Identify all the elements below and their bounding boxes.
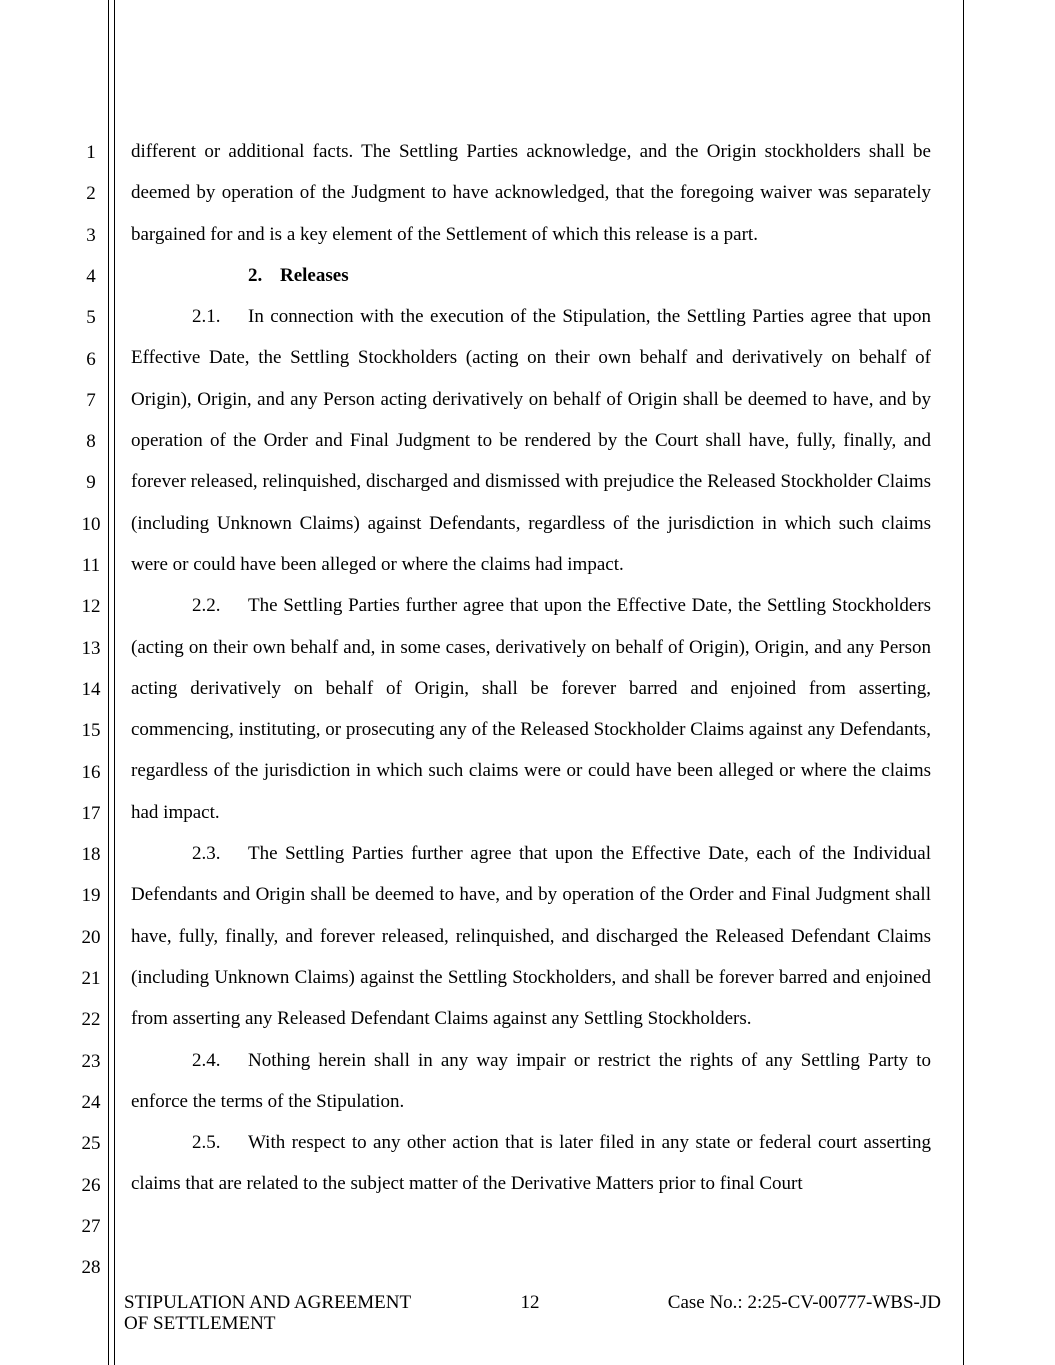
line-number: 11 (81, 555, 101, 576)
footer-document-title (124, 1292, 444, 1334)
line-number: 12 (81, 596, 101, 618)
line-number: 14 (81, 678, 101, 700)
paragraph-number: 2.5. (192, 1132, 221, 1154)
continued-paragraph: different or additional facts. The Settling Parties acknowledge, and the Origin stockholders shall be deemed by operation of the Judgment to have acknowledged, that the foregoing waiver was separately bargained for and is a key element of the Settlement of which this release is a part. (131, 141, 931, 245)
paragraph-text: With respect to any other action that is later filed in any state or federal court asserting claims that are related to the subject matter of the Derivative Matters prior to final Court (131, 1132, 931, 1195)
footer-title-line-1: STIPULATION AND AGREEMENT (124, 1292, 412, 1313)
paragraph-number: 2.3. (192, 843, 221, 865)
document-body (131, 131, 931, 1205)
line-number: 28 (81, 1257, 101, 1279)
line-number: 22 (81, 1009, 101, 1031)
footer-case-number: Case No.: 2:25-CV-00777-WBS-JD (667, 1292, 941, 1313)
right-margin-rule (963, 0, 964, 1365)
paragraph-2-4 (131, 1040, 931, 1123)
paragraph-text: Nothing herein shall in any way impair or restrict the rights of any Settling Party to enforce the terms of the Stipulation. (131, 1049, 931, 1112)
line-number: 4 (86, 265, 96, 287)
paragraph-text: The Settling Parties further agree that upon the Effective Date, each of the Individual Defendants and Origin shall be deemed to have, and by operation of the Order and Final Judgment shall have, fully, finally, and forever released, relinquished, and discharged the Released Defendant Claims (including Unknown Claims) against the Settling Stockholders, and shall be forever barred and enjoined from asserting any Released Defendant Claims against any Settling Stockholders. (131, 843, 931, 1030)
line-number: 1 (86, 142, 96, 163)
line-number: 2 (86, 183, 96, 205)
line-number-column (70, 0, 112, 1300)
paragraph-2-5 (131, 1122, 931, 1205)
left-margin-rule-inner (114, 0, 115, 1365)
line-number: 23 (81, 1050, 101, 1072)
line-number: 13 (81, 637, 101, 659)
line-number: 27 (81, 1215, 101, 1237)
paragraph-text: In connection with the execution of the Stipulation, the Settling Parties agree that upon Effective Date, the Settling Stockholders (acting on their own behalf and derivatively on behalf of Origin), Origin, and any Person acting derivatively on behalf of Origin shall be deemed to have, and by operation of the Order and Final Judgment to be rendered by the Court shall have, fully, finally, and forever released, relinquished, discharged and dismissed with prejudice the Released Stockholder Claims (including Unknown Claims) against Defendants, regardless of the jurisdiction in which such claims were or could have been alleged or where the claims had impact. (131, 306, 931, 575)
line-number: 6 (86, 348, 96, 370)
section-number: 2. (248, 264, 263, 286)
line-number: 3 (86, 224, 96, 246)
line-number: 24 (81, 1091, 101, 1113)
section-title: Releases (280, 264, 349, 286)
paragraph-2-3 (131, 833, 931, 1039)
line-number: 21 (81, 968, 101, 989)
paragraph-number: 2.4. (192, 1049, 221, 1071)
footer-page-number: 12 (520, 1292, 540, 1313)
paragraph-2-2 (131, 585, 931, 833)
line-number: 15 (81, 720, 101, 742)
section-heading (131, 255, 931, 296)
footer-title-line-2: OF SETTLEMENT (124, 1313, 276, 1334)
line-number: 20 (81, 926, 101, 948)
line-number: 25 (81, 1133, 101, 1155)
line-number: 17 (81, 802, 101, 824)
paragraph-number: 2.1. (192, 306, 221, 328)
line-number: 19 (81, 885, 101, 907)
line-number: 7 (86, 389, 96, 411)
paragraph-number: 2.2. (192, 595, 221, 617)
paragraph-2-1 (131, 296, 931, 585)
line-number: 10 (81, 513, 101, 535)
line-number: 16 (81, 761, 101, 783)
line-number: 5 (86, 307, 96, 329)
paragraph-text: The Settling Parties further agree that upon the Effective Date, the Settling Stockholders (acting on their own behalf and, in some cases, derivatively on behalf of Origin), Origin, and any Person acting derivatively on behalf of Origin, shall be forever barred and enjoined from asserting, commencing, instituting, or prosecuting any of the Released Stockholder Claims against any Defendants, regardless of the jurisdiction in which such claims were or could have been alleged or where the claims had impact. (131, 595, 931, 823)
line-number: 26 (81, 1174, 101, 1196)
line-number: 9 (86, 472, 96, 494)
line-number: 18 (81, 844, 101, 866)
line-number: 8 (86, 431, 96, 453)
